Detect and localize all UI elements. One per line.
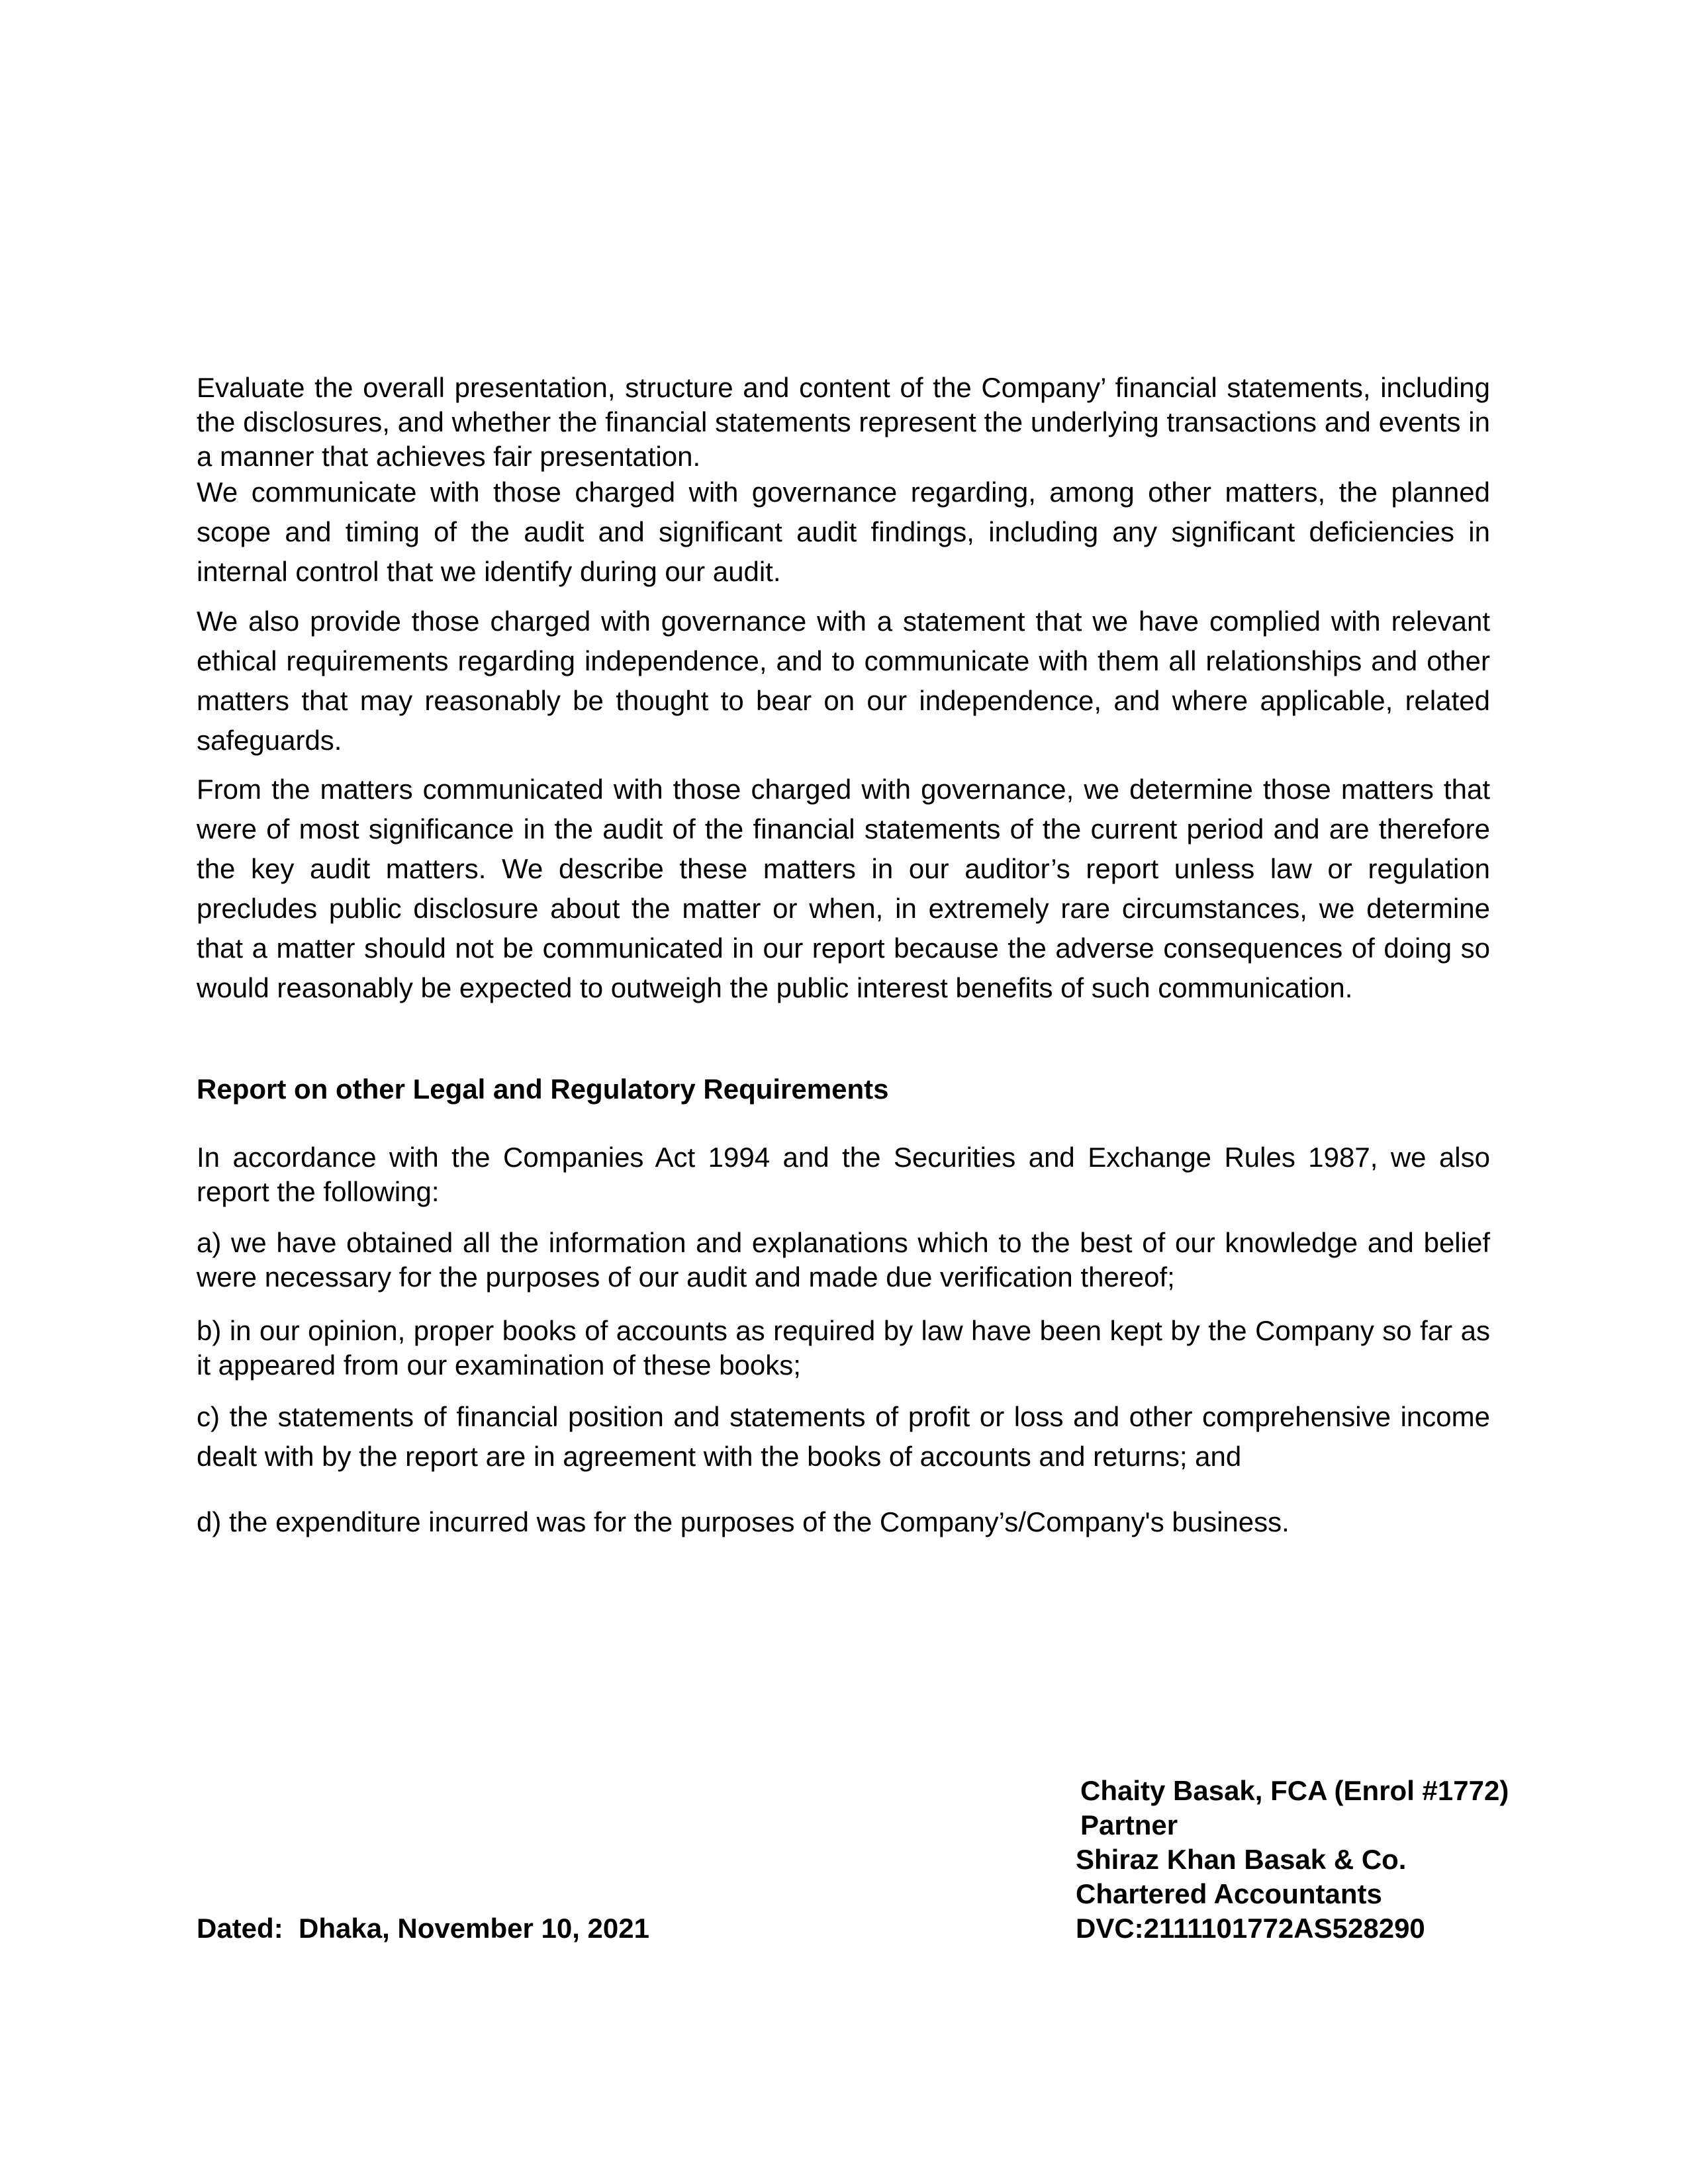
paragraph-independence: We also provide those charged with governance with a statement that we have complied with relevant ethical requirements regarding independence, and to communicate with them all relationships and other matters that may reasonably be thought to bear on our independence, and where applicable, related safeguards. [197, 606, 1490, 756]
list-item-a: a) we have obtained all the information and explanations which to the best of our knowledge and belief were necessary for the purposes of our audit and made due verification thereof; [197, 1227, 1490, 1293]
signatory-name: Chaity Basak, FCA (Enrol #1772) [1080, 1775, 1509, 1806]
paragraph-evaluate: Evaluate the overall presentation, structure and content of the Company’ financial statements, including the disclosures, and whether the financial statements represent the underlying transactions and events in a manner that achieves fair presentation. [197, 372, 1490, 472]
dvc-number: DVC:2111101772AS528290 [1076, 1913, 1425, 1944]
paragraph-communicate: We communicate with those charged with governance regarding, among other matters, the planned scope and timing of the audit and significant audit findings, including any significant deficiencies in internal control that we identify during our audit. [197, 477, 1490, 587]
list-item-b: b) in our opinion, proper books of accounts as required by law have been kept by the Company so far as it appeared from our examination of these books; [197, 1315, 1490, 1381]
list-item-d: d) the expenditure incurred was for the purposes of the Company’s/Company's business. [197, 1506, 1289, 1537]
firm-name: Shiraz Khan Basak & Co. [1076, 1844, 1407, 1875]
paragraph-key-audit-matters: From the matters communicated with those charged with governance, we determine those matters that were of most significance in the audit of the financial statements of the current period and are therefore the key audit matters. We describe these matters in our auditor’s report unless law or regulation precludes public disclosure about the matter or when, in extremely rare circumstances, we determine that a matter should not be communicated in our report because the adverse consequences of doing so would reasonably be expected to outweigh the public interest benefits of such communication. [197, 774, 1490, 1003]
section-heading: Report on other Legal and Regulatory Requirements [197, 1073, 889, 1105]
paragraph-intro: In accordance with the Companies Act 1994 and the Securities and Exchange Rules 1987, we also report the following: [197, 1142, 1490, 1207]
date-line: Dated: Dhaka, November 10, 2021 [197, 1913, 649, 1944]
firm-title: Chartered Accountants [1076, 1878, 1382, 1909]
list-item-c: c) the statements of financial position and statements of profit or loss and other comprehensive income dealt with by the report are in agreement with the books of accounts and returns; and [197, 1401, 1490, 1472]
signatory-role: Partner [1080, 1809, 1178, 1841]
